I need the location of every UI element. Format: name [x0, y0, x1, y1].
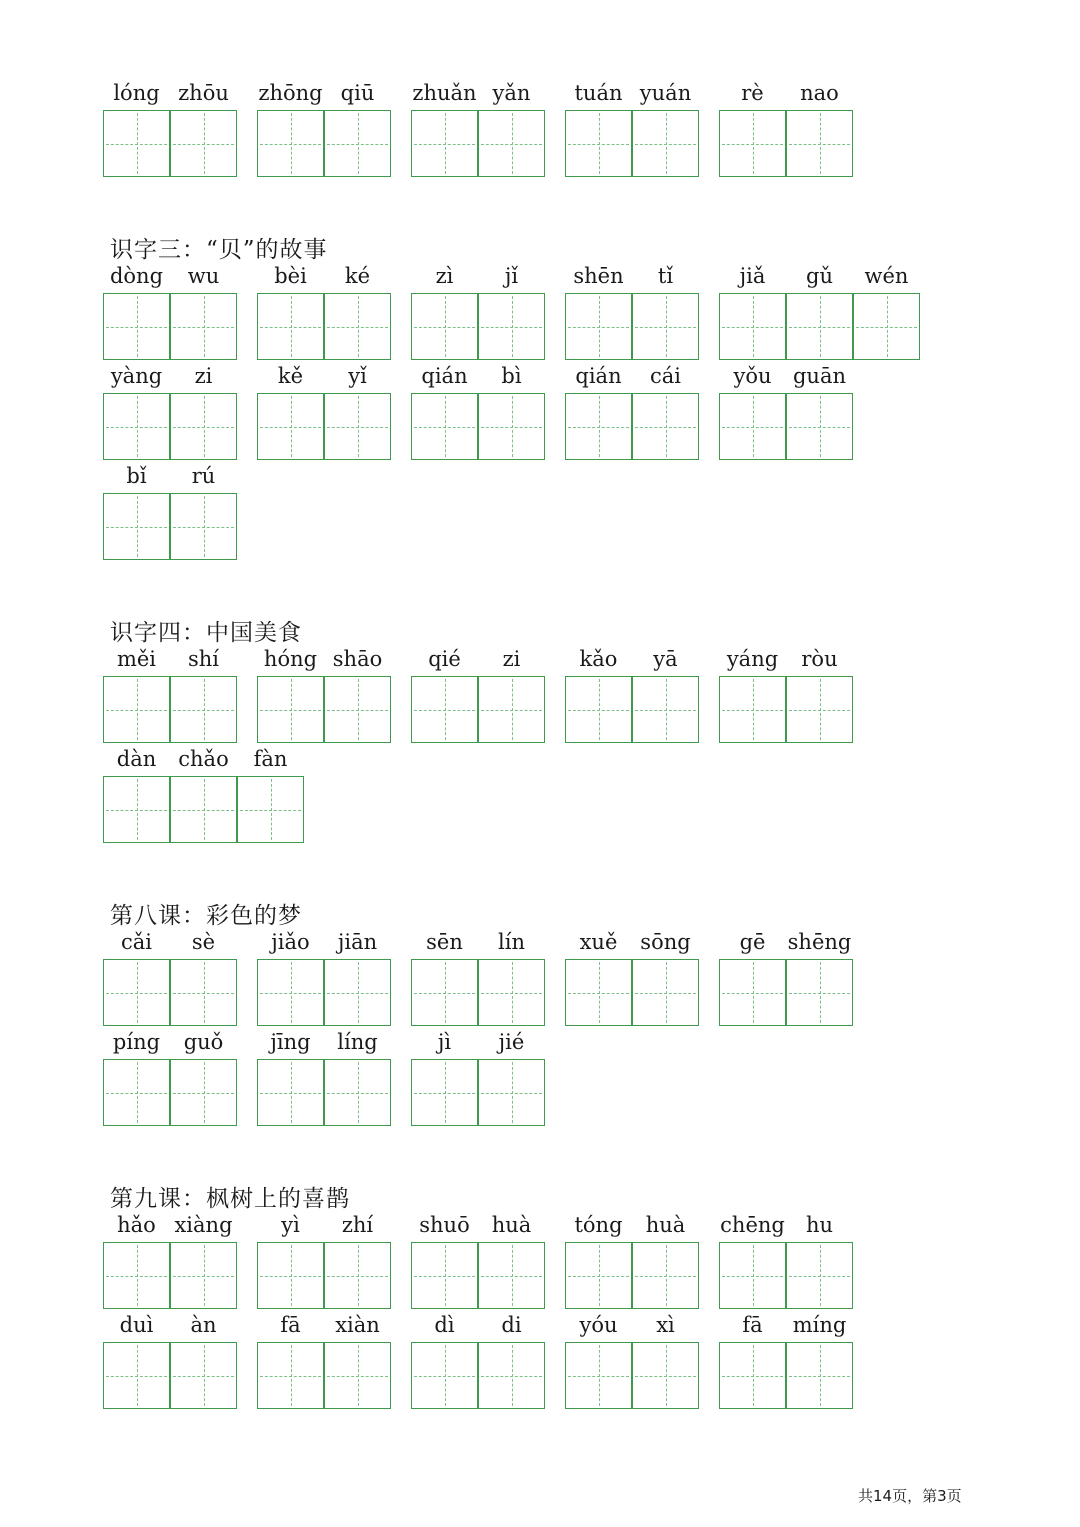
pinyin-label: jiǎ [739, 264, 766, 288]
writing-box[interactable] [170, 493, 237, 560]
writing-box[interactable] [103, 959, 170, 1026]
writing-box[interactable] [786, 1342, 853, 1409]
writing-box[interactable] [103, 493, 170, 560]
writing-box[interactable] [565, 1242, 632, 1309]
writing-box[interactable] [786, 676, 853, 743]
pinyin-label: yàng [110, 364, 163, 388]
writing-box[interactable] [257, 1242, 324, 1309]
pinyin-label: chǎo [178, 747, 229, 771]
writing-box[interactable] [324, 1242, 391, 1309]
writing-box[interactable] [170, 393, 237, 460]
writing-box[interactable] [632, 1342, 699, 1409]
pinyin-label: di [501, 1313, 522, 1337]
pinyin-label: shēn [573, 264, 624, 288]
pinyin-label: yuán [639, 81, 692, 105]
writing-box[interactable] [632, 393, 699, 460]
pinyin-label: tuán [574, 81, 623, 105]
pinyin-label: lín [498, 930, 525, 954]
writing-box[interactable] [170, 1242, 237, 1309]
writing-box[interactable] [103, 1342, 170, 1409]
pinyin-label: wu [187, 264, 220, 288]
pinyin-label: kě [277, 364, 304, 388]
pinyin-label: xiàng [174, 1213, 233, 1237]
pinyin-label: ròu [801, 647, 838, 671]
pinyin-label: shāo [332, 647, 383, 671]
writing-box[interactable] [786, 110, 853, 177]
section-title: 识字四：中国美食 [110, 620, 302, 646]
writing-box[interactable] [411, 959, 478, 1026]
pinyin-label: yǐ [348, 364, 367, 388]
pinyin-label: míng [792, 1313, 847, 1337]
writing-box[interactable] [478, 293, 545, 360]
pinyin-label: rú [191, 464, 216, 488]
writing-box[interactable] [786, 959, 853, 1026]
writing-box[interactable] [719, 1342, 786, 1409]
writing-box[interactable] [853, 293, 920, 360]
writing-box[interactable] [411, 110, 478, 177]
pinyin-label: rè [741, 81, 764, 105]
pinyin-label: fā [742, 1313, 763, 1337]
pinyin-label: zhōng [258, 81, 323, 105]
pinyin-label: dàn [116, 747, 157, 771]
writing-box[interactable] [257, 1342, 324, 1409]
writing-box[interactable] [411, 293, 478, 360]
pinyin-label: bǐ [126, 464, 147, 488]
writing-box[interactable] [719, 1242, 786, 1309]
pinyin-label: qiū [340, 81, 375, 105]
pinyin-label: jiǎo [271, 930, 310, 954]
writing-box[interactable] [324, 1059, 391, 1126]
section-title: 第八课：彩色的梦 [110, 903, 302, 929]
pinyin-label: zhí [341, 1213, 374, 1237]
pinyin-label: kǎo [579, 647, 618, 671]
writing-box[interactable] [324, 110, 391, 177]
pinyin-label: cǎi [121, 930, 152, 954]
pinyin-label: dòng [109, 264, 164, 288]
writing-box[interactable] [237, 776, 304, 843]
pinyin-label: lóng [113, 81, 160, 105]
writing-box[interactable] [170, 776, 237, 843]
writing-box[interactable] [170, 959, 237, 1026]
page-footer: 共14页，第3页 [858, 1487, 962, 1505]
writing-box[interactable] [324, 393, 391, 460]
pinyin-label: ké [344, 264, 371, 288]
pinyin-label: xiàn [335, 1313, 380, 1337]
writing-box[interactable] [719, 676, 786, 743]
writing-box[interactable] [478, 676, 545, 743]
writing-box[interactable] [719, 293, 786, 360]
pinyin-label: sōng [640, 930, 691, 954]
pinyin-label: jīng [270, 1030, 311, 1054]
writing-box[interactable] [786, 393, 853, 460]
pinyin-label: huà [491, 1213, 532, 1237]
pinyin-label: yǎn [492, 81, 531, 105]
writing-box[interactable] [632, 676, 699, 743]
pinyin-label: zi [502, 647, 521, 671]
pinyin-label: guān [792, 364, 846, 388]
writing-box[interactable] [103, 676, 170, 743]
pinyin-label: yáng [726, 647, 779, 671]
writing-box[interactable] [478, 959, 545, 1026]
writing-box[interactable] [257, 959, 324, 1026]
pinyin-label: huà [645, 1213, 686, 1237]
pinyin-label: hǎo [117, 1213, 156, 1237]
writing-box[interactable] [257, 293, 324, 360]
pinyin-label: bèi [274, 264, 307, 288]
writing-box[interactable] [565, 293, 632, 360]
writing-box[interactable] [786, 1242, 853, 1309]
writing-box[interactable] [103, 1242, 170, 1309]
writing-box[interactable] [719, 110, 786, 177]
writing-box[interactable] [632, 1242, 699, 1309]
pinyin-label: fā [280, 1313, 301, 1337]
section-title: 第九课：枫树上的喜鹊 [110, 1186, 350, 1212]
writing-box[interactable] [478, 1059, 545, 1126]
pinyin-label: sè [191, 930, 216, 954]
pinyin-label: xuě [579, 930, 618, 954]
writing-box[interactable] [632, 293, 699, 360]
writing-box[interactable] [478, 1342, 545, 1409]
pinyin-label: fàn [253, 747, 288, 771]
writing-box[interactable] [103, 393, 170, 460]
pinyin-label: gē [739, 930, 766, 954]
writing-box[interactable] [170, 1342, 237, 1409]
writing-box[interactable] [103, 110, 170, 177]
writing-box[interactable] [103, 776, 170, 843]
writing-box[interactable] [411, 393, 478, 460]
pinyin-label: qié [428, 647, 461, 671]
pinyin-label: tǐ [657, 264, 674, 288]
pinyin-label: wén [864, 264, 909, 288]
writing-box[interactable] [257, 1059, 324, 1126]
pinyin-label: sēn [426, 930, 463, 954]
pinyin-label: duì [119, 1313, 154, 1337]
pinyin-label: qián [421, 364, 468, 388]
writing-box[interactable] [103, 1059, 170, 1126]
pinyin-label: hóng [263, 647, 318, 671]
writing-box[interactable] [324, 959, 391, 1026]
writing-box[interactable] [565, 393, 632, 460]
pinyin-label: yā [653, 647, 678, 671]
pinyin-label: shēng [787, 930, 852, 954]
pinyin-label: yì [281, 1213, 300, 1237]
pinyin-label: zì [435, 264, 454, 288]
writing-box[interactable] [411, 1059, 478, 1126]
pinyin-label: tóng [574, 1213, 623, 1237]
writing-box[interactable] [632, 110, 699, 177]
writing-box[interactable] [565, 1342, 632, 1409]
pinyin-label: jiān [337, 930, 378, 954]
writing-box[interactable] [411, 1342, 478, 1409]
pinyin-label: nao [800, 81, 839, 105]
pinyin-label: dì [434, 1313, 455, 1337]
writing-box[interactable] [257, 676, 324, 743]
writing-box[interactable] [478, 1242, 545, 1309]
writing-box[interactable] [324, 293, 391, 360]
pinyin-label: shuō [419, 1213, 470, 1237]
pinyin-label: yóu [579, 1313, 618, 1337]
writing-box[interactable] [103, 293, 170, 360]
pinyin-label: xì [656, 1313, 675, 1337]
writing-box[interactable] [170, 110, 237, 177]
section-title: 识字三：“贝”的故事 [110, 237, 328, 263]
pinyin-label: jǐ [504, 264, 519, 288]
writing-box[interactable] [632, 959, 699, 1026]
writing-box[interactable] [257, 110, 324, 177]
writing-box[interactable] [719, 959, 786, 1026]
pinyin-label: qián [575, 364, 622, 388]
writing-box[interactable] [478, 393, 545, 460]
writing-box[interactable] [411, 676, 478, 743]
pinyin-label: hu [805, 1213, 834, 1237]
writing-box[interactable] [170, 676, 237, 743]
pinyin-label: àn [190, 1313, 217, 1337]
writing-box[interactable] [565, 676, 632, 743]
writing-box[interactable] [170, 293, 237, 360]
writing-box[interactable] [170, 1059, 237, 1126]
pinyin-label: jì [437, 1030, 452, 1054]
writing-box[interactable] [411, 1242, 478, 1309]
pinyin-label: chēng [720, 1213, 785, 1237]
pinyin-label: zhuǎn [412, 81, 477, 105]
writing-box[interactable] [324, 676, 391, 743]
pinyin-label: zi [194, 364, 213, 388]
writing-box[interactable] [565, 959, 632, 1026]
writing-box[interactable] [565, 110, 632, 177]
pinyin-label: jié [498, 1030, 525, 1054]
pinyin-label: píng [112, 1030, 161, 1054]
pinyin-label: shí [187, 647, 220, 671]
writing-box[interactable] [719, 393, 786, 460]
writing-box[interactable] [257, 393, 324, 460]
writing-box[interactable] [324, 1342, 391, 1409]
pinyin-label: yǒu [733, 364, 772, 388]
writing-box[interactable] [786, 293, 853, 360]
pinyin-label: bì [501, 364, 522, 388]
pinyin-label: cái [650, 364, 681, 388]
writing-box[interactable] [478, 110, 545, 177]
pinyin-label: guǒ [183, 1030, 224, 1054]
pinyin-label: líng [337, 1030, 378, 1054]
pinyin-label: zhōu [178, 81, 229, 105]
pinyin-label: měi [116, 647, 157, 671]
pinyin-label: gǔ [806, 264, 833, 288]
